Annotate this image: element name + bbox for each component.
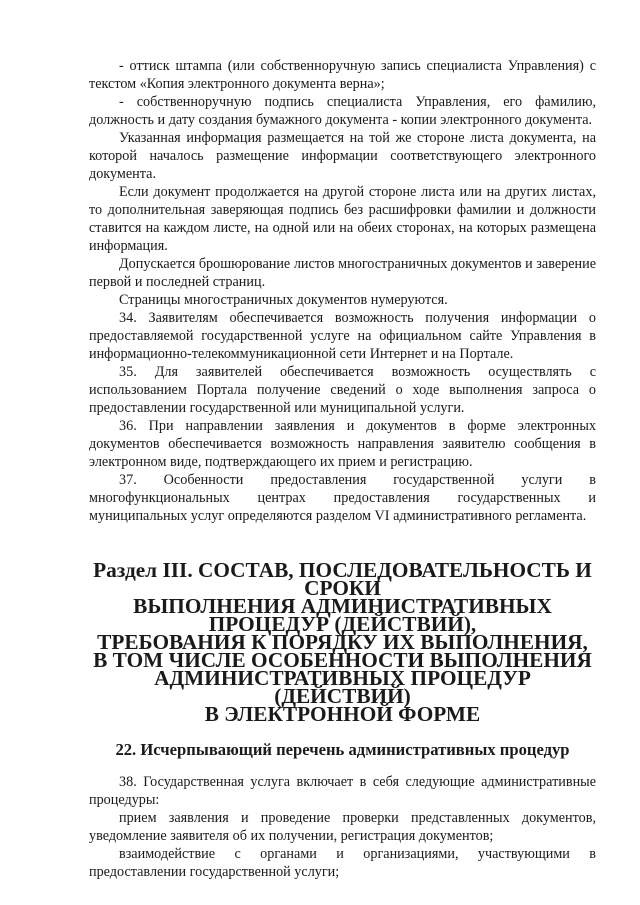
spacer [89,759,596,773]
paragraph-numbering: Страницы многостраничных документов нумеруются. [119,292,448,308]
paragraph-signature: - собственноручную подпись специалиста Управления, его фамилию, должность и дату создания бумажного документа - копии электронного документа. [89,94,596,128]
section-title-line: В ТОМ ЧИСЛЕ ОСОБЕННОСТИ ВЫПОЛНЕНИЯ [93,648,592,672]
section-title-line: АДМИНИСТРАТИВНЫХ ПРОЦЕДУР (ДЕЙСТВИЙ) [154,666,531,708]
paragraph-35: 35. Для заявителей обеспечивается возможность осуществлять с использованием Портала получение сведений о ходе выполнения запроса о предоставлении государственной или муниципальной услуги. [89,364,596,416]
paragraph-38: 38. Государственная услуга включает в себя следующие административные процедуры: [89,774,596,808]
section-title [89,558,596,726]
section-title-line: ВЫПОЛНЕНИЯ АДМИНИСТРАТИВНЫХ ПРОЦЕДУР (ДЕЙСТВИЙ), [133,594,552,636]
paragraph-continuation: Если документ продолжается на другой стороне листа или на других листах, то дополнительная заверяющая подпись без расшифровки фамилии и должности ставится на каждом листе, на одной или на обеих сторонах, на которых размещена информация. [89,184,596,254]
list-item-reception: прием заявления и проведение проверки представленных документов, уведомление заявителя об их получении, регистрация документов; [89,810,596,844]
spacer [89,525,596,561]
paragraph-placement: Указанная информация размещается на той же стороне листа документа, на которой началось размещение информации соответствующего электронного документа. [89,130,596,182]
section-title-line: ТРЕБОВАНИЯ К ПОРЯДКУ ИХ ВЫПОЛНЕНИЯ, [97,630,588,654]
list-item-interaction: взаимодействие с органами и организациями, участвующими в предоставлении государственной услуги; [89,846,596,880]
paragraph-37: 37. Особенности предоставления государственной услуги в многофункциональных центрах предоставления государственных и муниципальных услуг определяются разделом VI административного регламента. [89,472,596,524]
paragraph-stamp: - оттиск штампа (или собственноручную запись специалиста Управления) с текстом «Копия электронного документа верна»; [89,58,596,92]
section-title-line: В ЭЛЕКТРОННОЙ ФОРМЕ [204,702,481,726]
document-page [89,57,596,881]
paragraph-36: 36. При направлении заявления и документов в форме электронных документов обеспечивается возможность направления заявителю сообщения в электронном виде, подтверждающего их прием и регистрацию. [89,418,596,470]
paragraph-binding: Допускается брошюрование листов многостраничных документов и заверение первой и последней страниц. [89,256,596,290]
paragraph-34: 34. Заявителям обеспечивается возможность получения информации о предоставляемой государственной услуге на официальном сайте Управления в информационно-телекоммуникационной сети Интернет и на Портале. [89,310,596,362]
section-title-line: Раздел III. СОСТАВ, ПОСЛЕДОВАТЕЛЬНОСТЬ И СРОКИ [93,558,592,600]
subheading: 22. Исчерпывающий перечень административных процедур [115,740,570,759]
